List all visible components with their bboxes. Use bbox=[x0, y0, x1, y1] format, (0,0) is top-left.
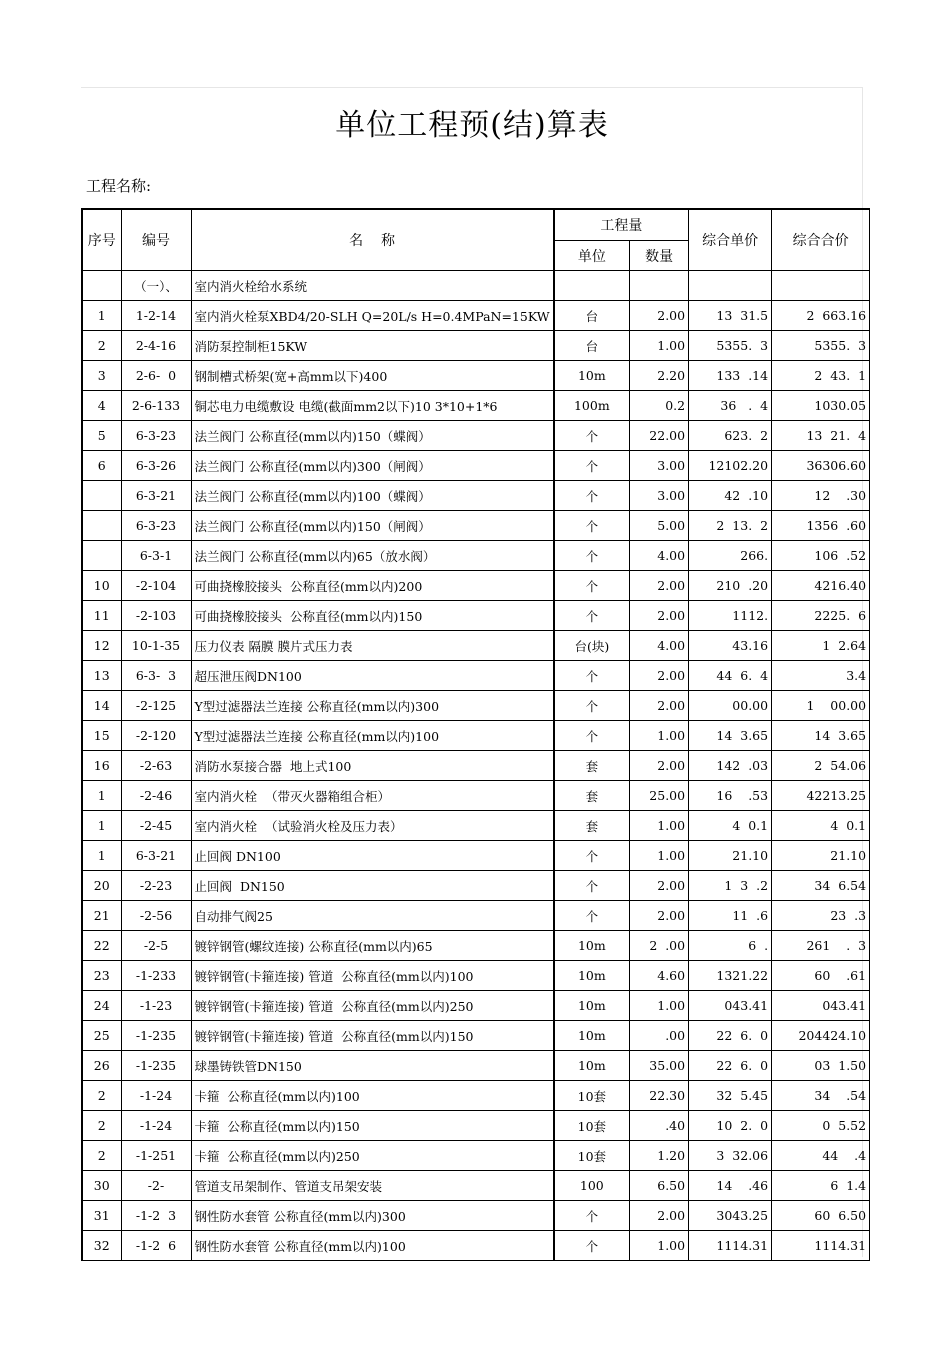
cell-unit: 个 bbox=[554, 1201, 630, 1231]
table-row bbox=[82, 1171, 870, 1201]
cell-total bbox=[772, 271, 870, 301]
cell-unit: 套 bbox=[554, 811, 630, 841]
cell-name: 超压泄压阀DN100 bbox=[191, 661, 554, 691]
table-row bbox=[82, 1081, 870, 1111]
cell-name: 可曲挠橡胶接头 公称直径(mm以内)200 bbox=[191, 571, 554, 601]
cell-qty: 2 .00 bbox=[630, 931, 689, 961]
cell-name: 消防水泵接合器 地上式100 bbox=[191, 751, 554, 781]
cell-total: 21.10 bbox=[772, 841, 870, 871]
header-seq: 序号 bbox=[82, 209, 121, 271]
cell-unit-price: 6 . bbox=[689, 931, 772, 961]
cell-qty: 2.00 bbox=[630, 901, 689, 931]
cell-total: 1030.05 bbox=[772, 391, 870, 421]
cell-code: -2-5 bbox=[121, 931, 191, 961]
cell-seq: 1 bbox=[82, 301, 121, 331]
cell-qty: 1.00 bbox=[630, 991, 689, 1021]
table-row bbox=[82, 421, 870, 451]
cell-code: 10-1-35 bbox=[121, 631, 191, 661]
cell-name: 止回阀 DN100 bbox=[191, 841, 554, 871]
cell-seq: 5 bbox=[82, 421, 121, 451]
cell-total: 44 .4 bbox=[772, 1141, 870, 1171]
cell-qty bbox=[630, 271, 689, 301]
table-row bbox=[82, 751, 870, 781]
table-row bbox=[82, 691, 870, 721]
cell-qty: .00 bbox=[630, 1021, 689, 1051]
cell-unit-price: 133 .14 bbox=[689, 361, 772, 391]
cell-seq: 2 bbox=[82, 1111, 121, 1141]
cell-qty: 2.00 bbox=[630, 601, 689, 631]
table-row bbox=[82, 721, 870, 751]
cell-name: 压力仪表 隔膜 膜片式压力表 bbox=[191, 631, 554, 661]
cell-code: -1-251 bbox=[121, 1141, 191, 1171]
cell-unit-price: 210 .20 bbox=[689, 571, 772, 601]
cell-name: 钢制槽式桥架(宽+高mm以下)400 bbox=[191, 361, 554, 391]
header-total: 综合合价 bbox=[772, 209, 870, 271]
cell-total: 204424.10 bbox=[772, 1021, 870, 1051]
cell-unit: 个 bbox=[554, 421, 630, 451]
cell-seq bbox=[82, 541, 121, 571]
cell-unit: 10m bbox=[554, 1021, 630, 1051]
cell-code: 6-3-23 bbox=[121, 421, 191, 451]
cell-unit-price: 142 .03 bbox=[689, 751, 772, 781]
table-row bbox=[82, 541, 870, 571]
cell-code: -2- bbox=[121, 1171, 191, 1201]
cell-code: -1-235 bbox=[121, 1021, 191, 1051]
cell-total: 03 1.50 bbox=[772, 1051, 870, 1081]
header-unit-price: 综合单价 bbox=[689, 209, 772, 271]
table-row bbox=[82, 601, 870, 631]
cell-unit-price: 16 .53 bbox=[689, 781, 772, 811]
cell-total: 60 6.50 bbox=[772, 1201, 870, 1231]
header-name: 名 称 bbox=[191, 209, 554, 271]
cell-seq: 12 bbox=[82, 631, 121, 661]
cell-seq bbox=[82, 271, 121, 301]
cell-code: 6-3- 3 bbox=[121, 661, 191, 691]
cell-qty: 1.00 bbox=[630, 721, 689, 751]
cell-total: 5355. 3 bbox=[772, 331, 870, 361]
cell-unit-price: 36 . 4 bbox=[689, 391, 772, 421]
cell-code: 6-3-21 bbox=[121, 841, 191, 871]
cell-total: 42213.25 bbox=[772, 781, 870, 811]
cell-seq: 6 bbox=[82, 451, 121, 481]
cell-total: 1356 .60 bbox=[772, 511, 870, 541]
cell-unit-price: 3043.25 bbox=[689, 1201, 772, 1231]
cell-qty: 1.00 bbox=[630, 811, 689, 841]
cell-total: 4 0.1 bbox=[772, 811, 870, 841]
cell-seq: 16 bbox=[82, 751, 121, 781]
table-row bbox=[82, 841, 870, 871]
cell-unit-price: 14 .46 bbox=[689, 1171, 772, 1201]
cell-unit-price: 1114.31 bbox=[689, 1231, 772, 1261]
cell-seq: 13 bbox=[82, 661, 121, 691]
table-row bbox=[82, 1231, 870, 1261]
cell-unit: 套 bbox=[554, 751, 630, 781]
cell-total: 2 663.16 bbox=[772, 301, 870, 331]
cell-name: 卡箍 公称直径(mm以内)150 bbox=[191, 1111, 554, 1141]
table-row bbox=[82, 271, 870, 301]
table-row bbox=[82, 451, 870, 481]
cell-name: 法兰阀门 公称直径(mm以内)150（蝶阀） bbox=[191, 421, 554, 451]
table-row bbox=[82, 781, 870, 811]
cell-unit: 10m bbox=[554, 1051, 630, 1081]
cell-name: Y型过滤器法兰连接 公称直径(mm以内)300 bbox=[191, 691, 554, 721]
cell-qty: 3.00 bbox=[630, 451, 689, 481]
cell-unit: 个 bbox=[554, 721, 630, 751]
cell-code: 6-3-26 bbox=[121, 451, 191, 481]
cell-seq: 23 bbox=[82, 961, 121, 991]
cell-name: 钢性防水套管 公称直径(mm以内)100 bbox=[191, 1231, 554, 1261]
table-row bbox=[82, 661, 870, 691]
cell-seq: 32 bbox=[82, 1231, 121, 1261]
cell-qty: 1.00 bbox=[630, 1231, 689, 1261]
cell-total: 12 .30 bbox=[772, 481, 870, 511]
cell-qty: .40 bbox=[630, 1111, 689, 1141]
cell-unit: 10m bbox=[554, 991, 630, 1021]
cell-seq: 22 bbox=[82, 931, 121, 961]
cell-code: -2-104 bbox=[121, 571, 191, 601]
cell-name: 卡箍 公称直径(mm以内)100 bbox=[191, 1081, 554, 1111]
cell-unit-price: 22 6. 0 bbox=[689, 1051, 772, 1081]
cell-seq: 20 bbox=[82, 871, 121, 901]
cell-total: 2 54.06 bbox=[772, 751, 870, 781]
table-row bbox=[82, 811, 870, 841]
cell-code: 6-3-1 bbox=[121, 541, 191, 571]
cell-unit-price: 32 5.45 bbox=[689, 1081, 772, 1111]
cell-code: 6-3-23 bbox=[121, 511, 191, 541]
header-unit: 单位 bbox=[554, 241, 630, 271]
cell-unit-price: 22 6. 0 bbox=[689, 1021, 772, 1051]
table-row bbox=[82, 571, 870, 601]
cell-unit-price: 1112. bbox=[689, 601, 772, 631]
cell-unit: 个 bbox=[554, 601, 630, 631]
cell-total: 106 .52 bbox=[772, 541, 870, 571]
cell-name: 可曲挠橡胶接头 公称直径(mm以内)150 bbox=[191, 601, 554, 631]
cell-total: 36306.60 bbox=[772, 451, 870, 481]
cell-qty: 1.00 bbox=[630, 331, 689, 361]
table-row bbox=[82, 931, 870, 961]
cell-unit: 个 bbox=[554, 571, 630, 601]
cell-name: 自动排气阀25 bbox=[191, 901, 554, 931]
cell-code: -2-63 bbox=[121, 751, 191, 781]
cell-unit: 个 bbox=[554, 871, 630, 901]
cell-unit-price: 44 6. 4 bbox=[689, 661, 772, 691]
cell-name: 镀锌钢管(螺纹连接) 公称直径(mm以内)65 bbox=[191, 931, 554, 961]
cell-total: 13 21. 4 bbox=[772, 421, 870, 451]
cell-code: -1-2 3 bbox=[121, 1201, 191, 1231]
cell-total: 1 2.64 bbox=[772, 631, 870, 661]
cell-code: 1-2-14 bbox=[121, 301, 191, 331]
cell-unit-price: 10 2. 0 bbox=[689, 1111, 772, 1141]
cell-code: -2-46 bbox=[121, 781, 191, 811]
cell-unit-price: 4 0.1 bbox=[689, 811, 772, 841]
cell-unit: 10套 bbox=[554, 1141, 630, 1171]
cell-total: 1114.31 bbox=[772, 1231, 870, 1261]
cell-seq: 2 bbox=[82, 1141, 121, 1171]
cell-seq: 10 bbox=[82, 571, 121, 601]
cell-seq: 15 bbox=[82, 721, 121, 751]
cell-total: 60 .61 bbox=[772, 961, 870, 991]
cell-unit: 100 bbox=[554, 1171, 630, 1201]
cell-name: 止回阀 DN150 bbox=[191, 871, 554, 901]
cell-seq: 4 bbox=[82, 391, 121, 421]
cell-name: 球墨铸铁管DN150 bbox=[191, 1051, 554, 1081]
cell-code: 2-6- 0 bbox=[121, 361, 191, 391]
cell-name: 消防泵控制柜15KW bbox=[191, 331, 554, 361]
cell-qty: 6.50 bbox=[630, 1171, 689, 1201]
cell-name: 室内消火栓 （试验消火栓及压力表） bbox=[191, 811, 554, 841]
cell-qty: 2.00 bbox=[630, 661, 689, 691]
table-row bbox=[82, 331, 870, 361]
cell-seq: 3 bbox=[82, 361, 121, 391]
table-row bbox=[82, 1021, 870, 1051]
cell-seq: 1 bbox=[82, 811, 121, 841]
cell-qty: 2.00 bbox=[630, 751, 689, 781]
cell-unit: 10m bbox=[554, 361, 630, 391]
cell-code: -1-2 6 bbox=[121, 1231, 191, 1261]
cell-unit-price: 14 3.65 bbox=[689, 721, 772, 751]
cell-code: -2-23 bbox=[121, 871, 191, 901]
table-row bbox=[82, 871, 870, 901]
cell-seq: 25 bbox=[82, 1021, 121, 1051]
cell-name: 管道支吊架制作、管道支吊架安装 bbox=[191, 1171, 554, 1201]
cell-total: 23 .3 bbox=[772, 901, 870, 931]
header-qty: 数量 bbox=[630, 241, 689, 271]
cell-total: 3.4 bbox=[772, 661, 870, 691]
cell-unit: 个 bbox=[554, 481, 630, 511]
table-row bbox=[82, 391, 870, 421]
cell-unit: 100m bbox=[554, 391, 630, 421]
cell-unit-price: 1 3 .2 bbox=[689, 871, 772, 901]
cell-code: -1-23 bbox=[121, 991, 191, 1021]
cell-seq: 2 bbox=[82, 331, 121, 361]
cell-name: 镀锌钢管(卡箍连接) 管道 公称直径(mm以内)100 bbox=[191, 961, 554, 991]
cell-name: 室内消火栓给水系统 bbox=[191, 271, 554, 301]
cell-qty: 22.30 bbox=[630, 1081, 689, 1111]
cell-total: 261 . 3 bbox=[772, 931, 870, 961]
cell-seq: 1 bbox=[82, 781, 121, 811]
table-row bbox=[82, 481, 870, 511]
cell-name: 法兰阀门 公称直径(mm以内)65（放水阀） bbox=[191, 541, 554, 571]
cell-code: 6-3-21 bbox=[121, 481, 191, 511]
cell-code: 2-4-16 bbox=[121, 331, 191, 361]
cell-unit-price: 5355. 3 bbox=[689, 331, 772, 361]
cell-qty: 4.00 bbox=[630, 541, 689, 571]
cell-qty: 4.00 bbox=[630, 631, 689, 661]
cell-qty: 5.00 bbox=[630, 511, 689, 541]
budget-table bbox=[81, 208, 870, 1261]
cell-qty: 4.60 bbox=[630, 961, 689, 991]
cell-unit-price: 43.16 bbox=[689, 631, 772, 661]
table-row bbox=[82, 511, 870, 541]
cell-name: 卡箍 公称直径(mm以内)250 bbox=[191, 1141, 554, 1171]
cell-unit: 个 bbox=[554, 451, 630, 481]
cell-unit: 10套 bbox=[554, 1111, 630, 1141]
cell-seq: 24 bbox=[82, 991, 121, 1021]
header-code: 编号 bbox=[121, 209, 191, 271]
cell-name: Y型过滤器法兰连接 公称直径(mm以内)100 bbox=[191, 721, 554, 751]
cell-unit-price: 3 32.06 bbox=[689, 1141, 772, 1171]
cell-unit-price: 623. 2 bbox=[689, 421, 772, 451]
cell-name: 法兰阀门 公称直径(mm以内)300（闸阀） bbox=[191, 451, 554, 481]
cell-seq: 11 bbox=[82, 601, 121, 631]
cell-unit: 个 bbox=[554, 691, 630, 721]
cell-unit: 台 bbox=[554, 331, 630, 361]
cell-unit: 个 bbox=[554, 511, 630, 541]
cell-name: 室内消火栓泵XBD4/20-SLH Q=20L/s H=0.4MPaN=15KW bbox=[191, 301, 554, 331]
cell-seq: 14 bbox=[82, 691, 121, 721]
cell-seq: 30 bbox=[82, 1171, 121, 1201]
cell-name: 铜芯电力电缆敷设 电缆(截面mm2以下)10 3*10+1*6 bbox=[191, 391, 554, 421]
project-name-label: 工程名称: bbox=[86, 177, 152, 195]
cell-qty: 0.2 bbox=[630, 391, 689, 421]
cell-seq: 1 bbox=[82, 841, 121, 871]
cell-seq: 2 bbox=[82, 1081, 121, 1111]
cell-qty: 1.20 bbox=[630, 1141, 689, 1171]
cell-unit-price: 00.00 bbox=[689, 691, 772, 721]
cell-qty: 2.00 bbox=[630, 571, 689, 601]
cell-name: 法兰阀门 公称直径(mm以内)100（蝶阀） bbox=[191, 481, 554, 511]
cell-qty: 3.00 bbox=[630, 481, 689, 511]
cell-qty: 35.00 bbox=[630, 1051, 689, 1081]
cell-name: 镀锌钢管(卡箍连接) 管道 公称直径(mm以内)250 bbox=[191, 991, 554, 1021]
cell-unit: 个 bbox=[554, 841, 630, 871]
cell-unit: 套 bbox=[554, 781, 630, 811]
cell-qty: 2.20 bbox=[630, 361, 689, 391]
cell-unit: 10m bbox=[554, 931, 630, 961]
cell-total: 043.41 bbox=[772, 991, 870, 1021]
cell-code: （一）、 bbox=[121, 271, 191, 301]
cell-seq: 21 bbox=[82, 901, 121, 931]
cell-seq bbox=[82, 511, 121, 541]
cell-unit: 10m bbox=[554, 961, 630, 991]
page-title: 单位工程预(结)算表 bbox=[335, 108, 609, 143]
table-row bbox=[82, 991, 870, 1021]
table-row bbox=[82, 301, 870, 331]
cell-unit-price: 42 .10 bbox=[689, 481, 772, 511]
cell-total: 14 3.65 bbox=[772, 721, 870, 751]
cell-unit: 个 bbox=[554, 901, 630, 931]
cell-qty: 2.00 bbox=[630, 871, 689, 901]
cell-code: -2-120 bbox=[121, 721, 191, 751]
cell-code: -2-125 bbox=[121, 691, 191, 721]
cell-seq bbox=[82, 481, 121, 511]
cell-unit-price: 11 .6 bbox=[689, 901, 772, 931]
cell-name: 室内消火栓 （带灭火器箱组合柜） bbox=[191, 781, 554, 811]
cell-code: -2-103 bbox=[121, 601, 191, 631]
table-row bbox=[82, 361, 870, 391]
cell-code: -2-45 bbox=[121, 811, 191, 841]
table-row bbox=[82, 961, 870, 991]
table-row bbox=[82, 901, 870, 931]
cell-unit: 个 bbox=[554, 661, 630, 691]
cell-total: 2 43. 1 bbox=[772, 361, 870, 391]
cell-unit-price: 1321.22 bbox=[689, 961, 772, 991]
cell-name: 镀锌钢管(卡箍连接) 管道 公称直径(mm以内)150 bbox=[191, 1021, 554, 1051]
header-qty-group: 工程量 bbox=[554, 209, 689, 241]
table-row bbox=[82, 1141, 870, 1171]
cell-unit-price: 12102.20 bbox=[689, 451, 772, 481]
cell-unit-price: 043.41 bbox=[689, 991, 772, 1021]
table-row bbox=[82, 631, 870, 661]
cell-unit: 台(块) bbox=[554, 631, 630, 661]
table-row bbox=[82, 1111, 870, 1141]
table-row bbox=[82, 1201, 870, 1231]
cell-total: 34 .54 bbox=[772, 1081, 870, 1111]
cell-qty: 22.00 bbox=[630, 421, 689, 451]
cell-seq: 31 bbox=[82, 1201, 121, 1231]
cell-unit-price: 21.10 bbox=[689, 841, 772, 871]
cell-total: 1 00.00 bbox=[772, 691, 870, 721]
cell-total: 6 1.4 bbox=[772, 1171, 870, 1201]
cell-name: 钢性防水套管 公称直径(mm以内)300 bbox=[191, 1201, 554, 1231]
cell-code: -1-24 bbox=[121, 1081, 191, 1111]
cell-total: 2225. 6 bbox=[772, 601, 870, 631]
cell-unit-price: 13 31.5 bbox=[689, 301, 772, 331]
cell-unit-price: 266. bbox=[689, 541, 772, 571]
cell-unit-price: 2 13. 2 bbox=[689, 511, 772, 541]
cell-name: 法兰阀门 公称直径(mm以内)150（闸阀） bbox=[191, 511, 554, 541]
cell-total: 0 5.52 bbox=[772, 1111, 870, 1141]
cell-unit: 个 bbox=[554, 541, 630, 571]
cell-qty: 2.00 bbox=[630, 691, 689, 721]
cell-total: 34 6.54 bbox=[772, 871, 870, 901]
table-row bbox=[82, 1051, 870, 1081]
cell-code: 2-6-133 bbox=[121, 391, 191, 421]
cell-code: -1-235 bbox=[121, 1051, 191, 1081]
cell-unit-price bbox=[689, 271, 772, 301]
cell-unit: 10套 bbox=[554, 1081, 630, 1111]
cell-code: -2-56 bbox=[121, 901, 191, 931]
cell-qty: 2.00 bbox=[630, 301, 689, 331]
cell-qty: 25.00 bbox=[630, 781, 689, 811]
cell-qty: 1.00 bbox=[630, 841, 689, 871]
cell-unit: 台 bbox=[554, 301, 630, 331]
cell-total: 4216.40 bbox=[772, 571, 870, 601]
cell-unit: 个 bbox=[554, 1231, 630, 1261]
cell-qty: 2.00 bbox=[630, 1201, 689, 1231]
cell-unit bbox=[554, 271, 630, 301]
cell-seq: 26 bbox=[82, 1051, 121, 1081]
cell-code: -1-233 bbox=[121, 961, 191, 991]
cell-code: -1-24 bbox=[121, 1111, 191, 1141]
